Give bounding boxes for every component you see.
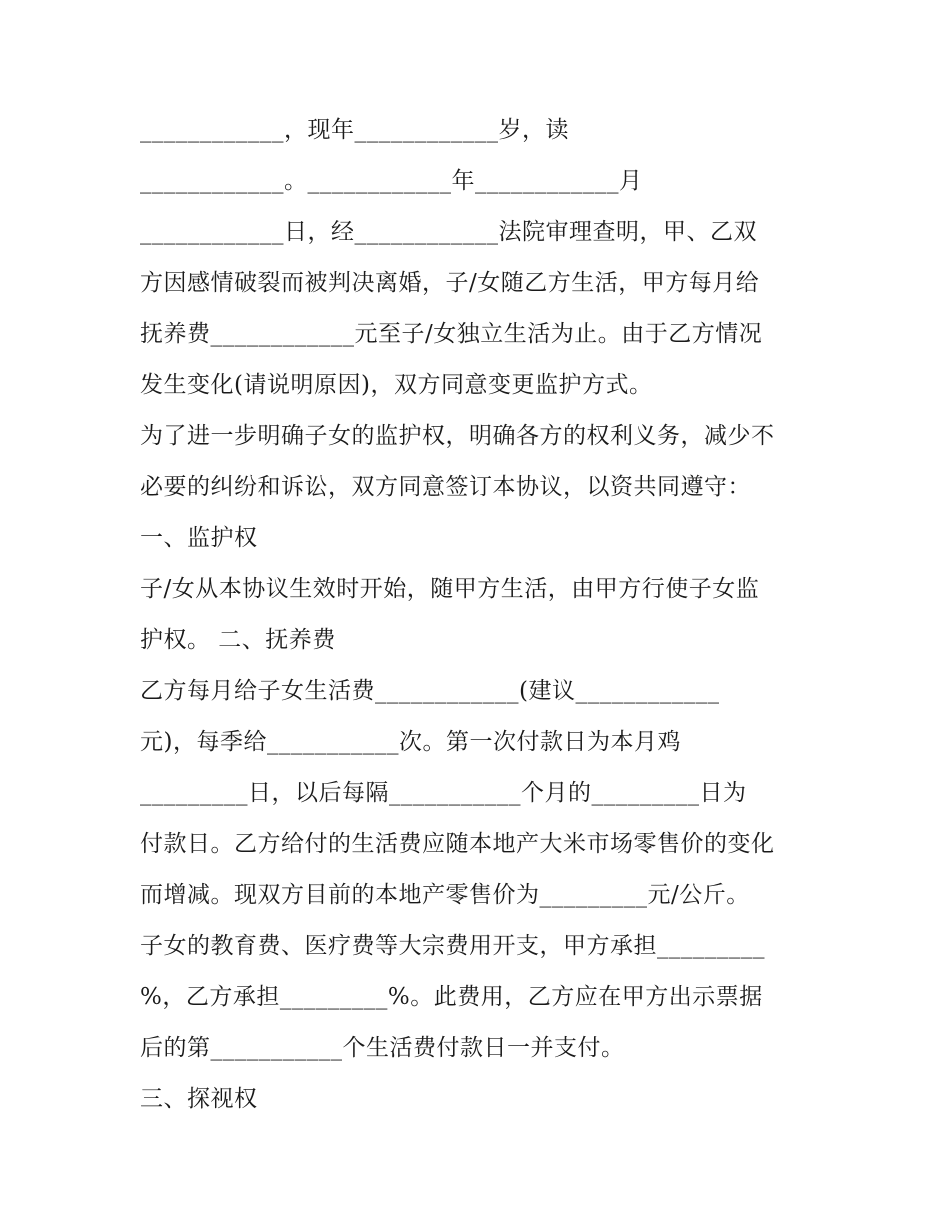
text-line: 抚养费____________元至子/女独立生活为止。由于乙方情况 bbox=[140, 321, 763, 347]
text-line: 子女的教育费、医疗费等大宗费用开支，甲方承担_________ bbox=[140, 933, 765, 959]
text-line: 而增减。现双方目前的本地产零售价为_________元/公斤。 bbox=[140, 882, 750, 908]
text-line: 方因感情破裂而被判决离婚，子/女随乙方生活，甲方每月给 bbox=[140, 270, 760, 296]
text-line: 必要的纠纷和诉讼，双方同意签订本协议，以资共同遵守： bbox=[140, 474, 751, 500]
text-line: _________日，以后每隔___________个月的_________日为 bbox=[140, 780, 747, 806]
text-line: ____________，现年____________岁，读 bbox=[140, 117, 569, 143]
text-line: 后的第___________个生活费付款日一并支付。 bbox=[140, 1035, 625, 1061]
text-line: %，乙方承担_________%。此费用，乙方应在甲方出示票据 bbox=[140, 984, 763, 1010]
text-line: 发生变化(请说明原因)，双方同意变更监护方式。 bbox=[140, 372, 653, 398]
section-heading: 三、探视权 bbox=[140, 1086, 258, 1112]
text-line: ____________。____________年____________月 bbox=[140, 168, 643, 194]
text-line: 乙方每月给子女生活费____________(建议____________ bbox=[140, 678, 720, 704]
text-line: 为了进一步明确子女的监护权，明确各方的权利义务，减少不 bbox=[140, 423, 775, 449]
text-line: ____________日，经____________法院审理查明，甲、乙双 bbox=[140, 219, 757, 245]
text-line: 子/女从本协议生效时开始，随甲方生活，由甲方行使子女监 bbox=[140, 576, 760, 602]
text-line: 元)，每季给___________次。第一次付款日为本月鸡 bbox=[140, 729, 681, 755]
text-line: 付款日。乙方给付的生活费应随本地产大米市场零售价的变化 bbox=[140, 831, 775, 857]
section-heading: 一、监护权 bbox=[140, 525, 258, 551]
text-line: 护权。 二、抚养费 bbox=[140, 627, 336, 653]
